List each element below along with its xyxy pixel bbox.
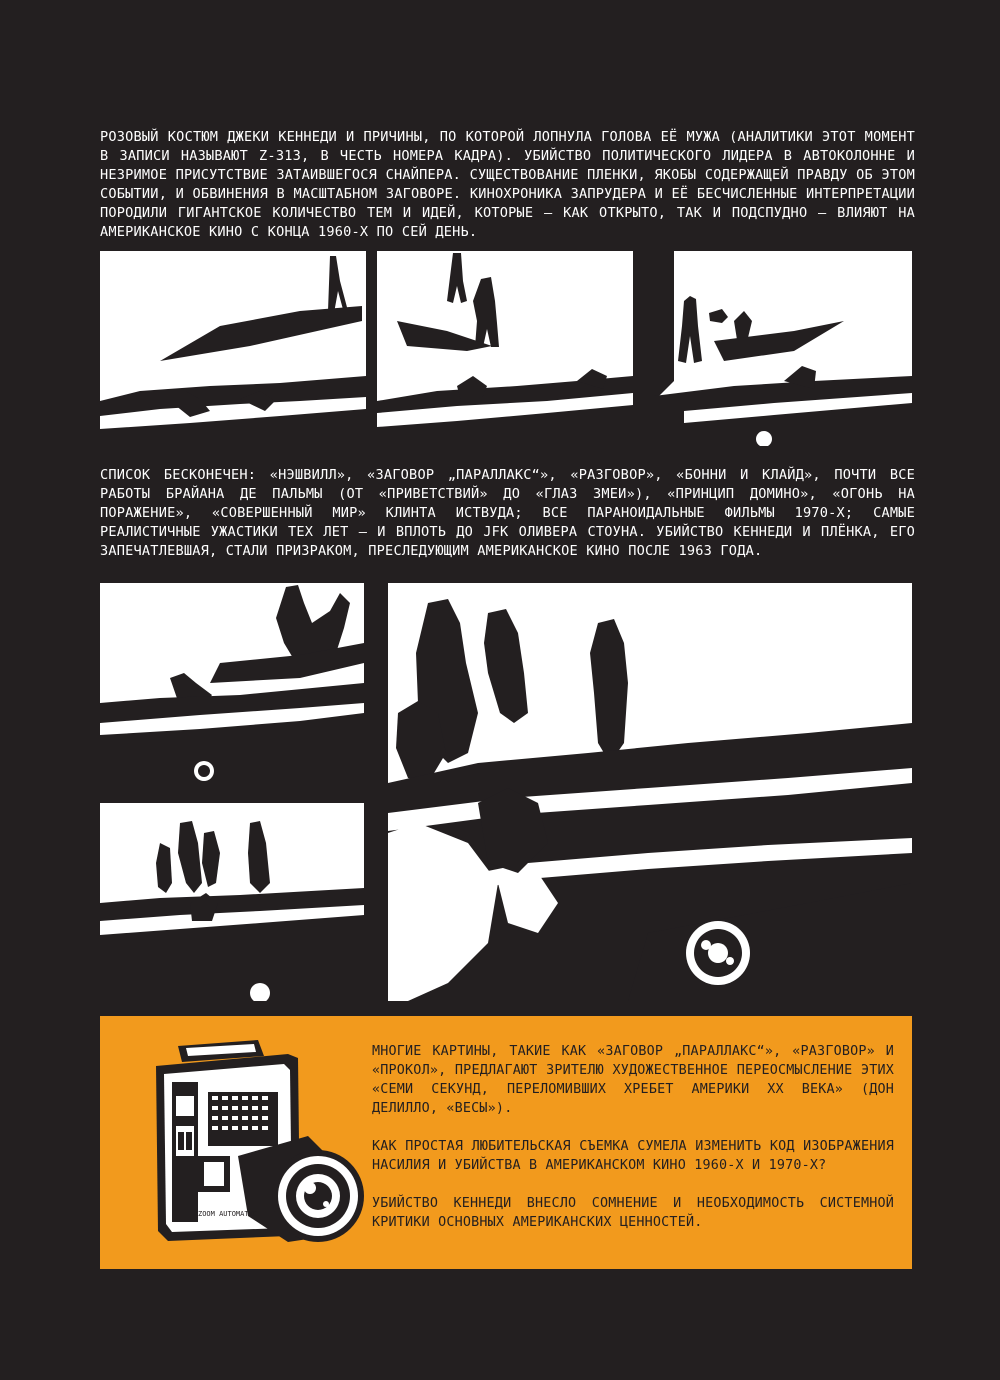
film-list-paragraph: СПИСОК БЕСКОНЕЧЕН: «НЭШВИЛЛ», «ЗАГОВОР „ПАРАЛЛАКС“», «РАЗГОВОР», «БОННИ И КЛАЙД», ПОЧТИ ВСЕ РАБОТЫ БРАЙАНА ДЕ ПАЛЬМЫ (ОТ «ПРИВЕТСТВИЙ» ДО «ГЛАЗ ЗМЕИ»), «ПРИНЦИП ДОМИНО», «ОГОНЬ НА ПОРАЖЕНИЕ», «СОВЕРШЕННЫЙ МИР» КЛИНТА ИСТВУДА; ВСЕ ПАРАНОИДАЛЬНЫЕ ФИЛЬМЫ 1970-Х; САМЫЕ РЕАЛИСТИЧНЫЕ УЖАСТИКИ ТЕХ ЛЕТ — И ВПЛОТЬ ДО JFK ОЛИВЕРА СТОУНА. УБИЙСТВО КЕННЕДИ И ПЛЁНКА, ЕГО ЗАПЕЧАТЛЕВШАЯ, СТАЛИ ПРИЗРАКОМ, ПРЕСЛЕДУЮЩИМ АМЕРИКАНСКОЕ КИНО ПОСЛЕ 1963 ГОДА. — [100, 467, 915, 559]
intro-paragraph: РОЗОВЫЙ КОСТЮМ ДЖЕКИ КЕННЕДИ И ПРИЧИНЫ, ПО КОТОРОЙ ЛОПНУЛА ГОЛОВА ЕЁ МУЖА (АНАЛИТИКИ ЭТОТ МОМЕНТ В ЗАПИСИ НАЗЫВАЮТ Z-313, В ЧЕСТЬ НОМЕРА КАДРА). УБИЙСТВО ПОЛИТИЧЕСКОГО ЛИДЕРА В АВТОКОЛОННЕ И НЕЗРИМОЕ ПРИСУТСТВИЕ ЗАТАИВШЕГОСЯ СНАЙПЕРА. СУЩЕСТВОВАНИЕ ПЛЕНКИ, ЯКОБЫ СОДЕРЖАЩЕЙ ПРАВДУ ОБ ЭТОМ СОБЫТИИ, И ОБВИНЕНИЯ В МАСШТАБНОМ ЗАГОВОРЕ. КИНОХРОНИКА ЗАПРУДЕРА И ЕЁ БЕСЧИСЛЕННЫЕ ИНТЕРПРЕТАЦИИ ПОРОДИЛИ ГИГАНТСКОЕ КОЛИЧЕСТВО ТЕМ И ИДЕЙ, КОТОРЫЕ — КАК ОТКРЫТО, ТАК И ПОДСПУДНО — ВЛИЯЮТ НА АМЕРИКАНСКОЕ КИНО С КОНЦА 1960-Х ПО СЕЙ ДЕНЬ. — [100, 129, 915, 240]
film-list-text — [100, 466, 915, 561]
film-frame-panel-6-large — [388, 583, 912, 1001]
film-frame-panel-4 — [100, 583, 364, 787]
frame-2-illustration — [377, 251, 633, 446]
camera-label: ZOOM AUTOMATIC — [198, 1210, 258, 1218]
callout-paragraph-3: УБИЙСТВО КЕННЕДИ ВНЕСЛО СОМНЕНИЕ И НЕОБХОДИМОСТЬ СИСТЕМНОЙ КРИТИКИ ОСНОВНЫХ АМЕРИКАНСКИХ ЦЕННОСТЕЙ. — [372, 1196, 894, 1230]
intro-text — [100, 128, 915, 242]
callout-paragraph-2: КАК ПРОСТАЯ ЛЮБИТЕЛЬСКАЯ СЪЕМКА СУМЕЛА ИЗМЕНИТЬ КОД ИЗОБРАЖЕНИЯ НАСИЛИЯ И УБИЙСТВА В АМЕРИКАНСКОМ КИНО 1960-Х И 1970-Х? — [372, 1139, 894, 1173]
callout-text — [372, 1042, 894, 1251]
film-frame-panel-2 — [377, 251, 633, 446]
film-frame-panel-5 — [100, 803, 364, 1001]
film-frame-panel-3 — [654, 251, 912, 446]
film-camera-icon — [138, 1036, 382, 1251]
callout-box — [100, 1016, 912, 1269]
callout-paragraph-1: МНОГИЕ КАРТИНЫ, ТАКИЕ КАК «ЗАГОВОР „ПАРАЛЛАКС“», «РАЗГОВОР» И «ПРОКОЛ», ПРЕДЛАГАЮТ ЗРИТЕЛЮ ХУДОЖЕСТВЕННОЕ ПЕРЕОСМЫСЛЕНИЕ ЭТИХ «СЕМИ СЕКУНД, ПЕРЕЛОМИВШИХ ХРЕБЕТ АМЕРИКИ XX ВЕКА» (ДОН ДЕЛИЛЛО, «ВЕСЫ»). — [372, 1044, 894, 1116]
frame-6-illustration — [388, 583, 912, 1001]
frame-5-illustration — [100, 803, 364, 1001]
frame-1-illustration — [100, 251, 366, 446]
frame-4-illustration — [100, 583, 364, 787]
film-frame-panel-1 — [100, 251, 366, 446]
frame-3-illustration — [654, 251, 912, 446]
